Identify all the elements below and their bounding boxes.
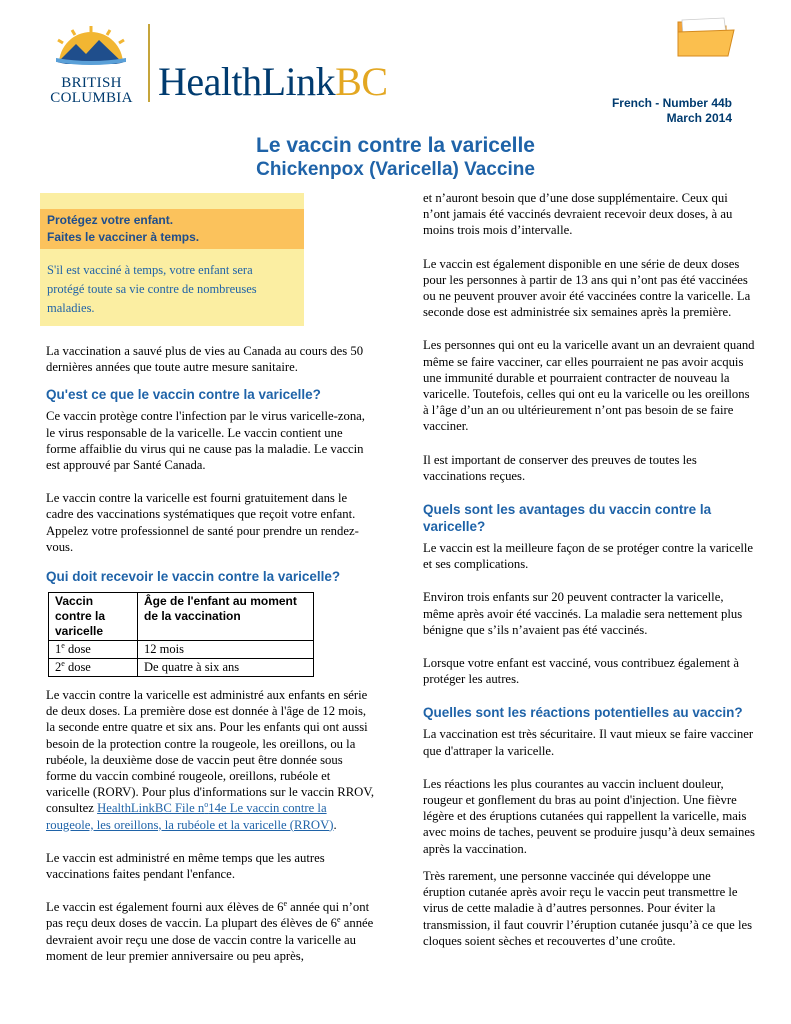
table-cell-age: De quatre à six ans [138, 659, 314, 677]
brand-accent: BC [335, 59, 388, 104]
callout-line2: Faites le vacciner à temps. [47, 230, 200, 244]
age13-paragraph: Le vaccin est également disponible en une série de deux doses pour les personnes à partir de 13 ans qui n’ont pas été vaccinées ou ne peuvent prouver avoir été vaccinées contre la varicelle. La seconde dose est administrée six semaines après la première. [423, 256, 751, 320]
brand-name [158, 59, 388, 104]
link-text-a[interactable]: HealthLinkBC File n [97, 801, 205, 816]
table-header-vaccine: Vaccin contre la varicelle [49, 593, 138, 641]
safety-paragraph: La vaccination est très sécuritaire. Il vaut mieux se faire vacciner que d'attraper la varicelle. [423, 727, 754, 758]
continued-paragraph: et n’auront besoin que d’une dose supplémentaire. Ceux qui n’ont jamais été vaccinés devraient recevoir deux doses, à au moins trois mois d’intervalle. [423, 191, 733, 238]
protect-others-paragraph: Lorsque votre enfant est vacciné, vous contribuez également à protéger les autres. [423, 656, 739, 687]
heading-reactions: Quelles sont les réactions potentielles au vaccin? [423, 705, 743, 721]
table-cell-dose [49, 641, 138, 659]
page-subtitle: Chickenpox (Varicella) Vaccine [256, 159, 535, 180]
table-cell-dose [49, 659, 138, 677]
grade6-text-b: année qui n’ont pas reçu deux doses de vaccin. La plupart des élèves de 6 [46, 900, 370, 931]
link-sup[interactable]: o [204, 800, 209, 810]
dose-word: dose [64, 660, 91, 675]
page-title: Le vaccin contre la varicelle [256, 134, 535, 157]
heading-benefits: Quels sont les avantages du vaccin contre la varicelle? [423, 502, 712, 535]
dose-suffix: e [61, 658, 65, 668]
dose-number: 1 [55, 642, 62, 657]
callout-header [40, 209, 304, 249]
dose-number: 2 [55, 660, 62, 675]
document-number [612, 96, 732, 126]
table-row [49, 641, 314, 659]
doc-number: French - Number 44b [611, 96, 732, 110]
prior-infection-paragraph: Les personnes qui ont eu la varicelle avant un an devraient quand même se faire vacciner, car elles pourraient ne pas avoir acquis une immunité durable et pourraient contracter de nouveau la varicelle. Toutefois, celles qui ont eu la varicelle ou les oreillons à l’âge d’un an ou ultérieurement n’ont pas besoin de se faire vacciner. [423, 338, 755, 434]
same-time-paragraph: Le vaccin est administré en même temps que les autres vaccinations faites pendant l'enfance. [46, 850, 325, 882]
callout-line1: Protégez votre enfant. [47, 213, 174, 227]
left-column [46, 343, 376, 964]
intro-paragraph: La vaccination a sauvé plus de vies au Canada au cours des 50 dernières années que toute autre mesure sanitaire. [46, 344, 364, 375]
table-header-age: Âge de l'enfant au moment de la vaccination [138, 593, 314, 641]
link-text-b[interactable]: 14e Le vaccin contre la rougeole, les oreillons, la rubéole et la varicelle (RROV) [46, 801, 334, 832]
common-reactions-paragraph: Les réactions les plus courantes au vaccin incluent douleur, rougeur et gonflement du bras au point d'injection. Une fièvre légère et des éruptions cutanées qui rappellent la varicelle, mais avec moins de taches, peuvent se produire jusqu’à deux semaines après la vaccination. [423, 776, 755, 856]
schedule-end: . [333, 817, 337, 832]
doc-date: March 2014 [666, 111, 732, 125]
keep-records-paragraph: Il est important de conserver des preuves de toutes les vaccinations reçues. [423, 452, 697, 483]
province-line2: COLUMBIA [50, 90, 133, 106]
grade6-text-a: Le vaccin est également fourni aux élèves de 6 [46, 900, 284, 915]
heading-who-should: Qui doit recevoir le vaccin contre la varicelle? [46, 569, 341, 585]
table-header-row [49, 593, 314, 641]
rare-reactions-paragraph: Très rarement, une personne vaccinée qui développe une éruption cutanée après avoir reçu le vaccin peut transmettre le virus de cette maladie à d’autres personnes. Pour éviter la transmission, il faut couvrir l’éruption cutanée jusqu’à ce que les cloques soient sèches et recouvertes d’une croûte. [423, 868, 753, 948]
table-row [49, 659, 314, 677]
benefits-paragraph: Le vaccin est la meilleure façon de se protéger contre la varicelle et ses complications. [423, 541, 754, 572]
grade6-text-c: année devraient avoir reçu une dose de vaccin contre la varicelle au moment de leur premier anniversaire ou peu après, [46, 916, 374, 963]
what-is-paragraph: Ce vaccin protège contre l'infection par le virus varicelle-zona, le virus responsable de la varicelle. Le vaccin contient une forme affaiblie du virus qui ne cause pas la maladie. Le vaccin est approuvé par Santé Canada. [46, 409, 365, 473]
province-name [44, 76, 139, 106]
dose-schedule-table [48, 592, 314, 677]
free-vaccine-paragraph: Le vaccin contre la varicelle est fourni gratuitement dans le cadre des vaccinations systématiques que reçoit votre enfant. Appelez votre professionnel de santé pour prendre un rendez-vous. [46, 491, 359, 554]
logo-divider [148, 24, 150, 102]
heading-what-is: Qu'est ce que le vaccin contre la varicelle? [46, 387, 321, 403]
grade6-sup2: e [337, 915, 341, 925]
dose-suffix: e [61, 640, 65, 650]
dose-word: dose [64, 642, 91, 657]
folder-icon [674, 16, 738, 60]
schedule-paragraph [46, 687, 376, 833]
grade6-paragraph [46, 899, 376, 964]
province-line1: BRITISH [61, 75, 122, 91]
brand-main: HealthLink [158, 59, 336, 104]
table-cell-age: 12 mois [138, 641, 314, 659]
breakthrough-paragraph: Environ trois enfants sur 20 peuvent contracter la varicelle, même après avoir été vaccinés. La maladie sera nettement plus bénigne que s’ils n’avaient pas été vaccinés. [423, 590, 743, 637]
right-column [423, 190, 755, 949]
schedule-text: Le vaccin contre la varicelle est administré aux enfants en série de deux doses. La première dose est donnée à l'âge de 12 mois, la seconde entre quatre et six ans. Pour les enfants qui ont aussi besoin de la protection contre la rougeole, les oreillons, ou la rubéole, la deuxième dose de vaccin peut être donnée sous forme du vaccin combiné rougeole, oreillons, rubéole et varicelle (RORV). Pour plus d'informations sur le vaccin RROV, consultez [46, 688, 375, 816]
grade6-sup1: e [283, 899, 287, 909]
callout-body: S'il est vacciné à temps, votre enfant sera protégé toute sa vie contre de nombreuses maladies. [47, 263, 257, 315]
logo-area [40, 18, 395, 118]
callout-box [40, 193, 304, 326]
callout-top-band [40, 193, 304, 209]
